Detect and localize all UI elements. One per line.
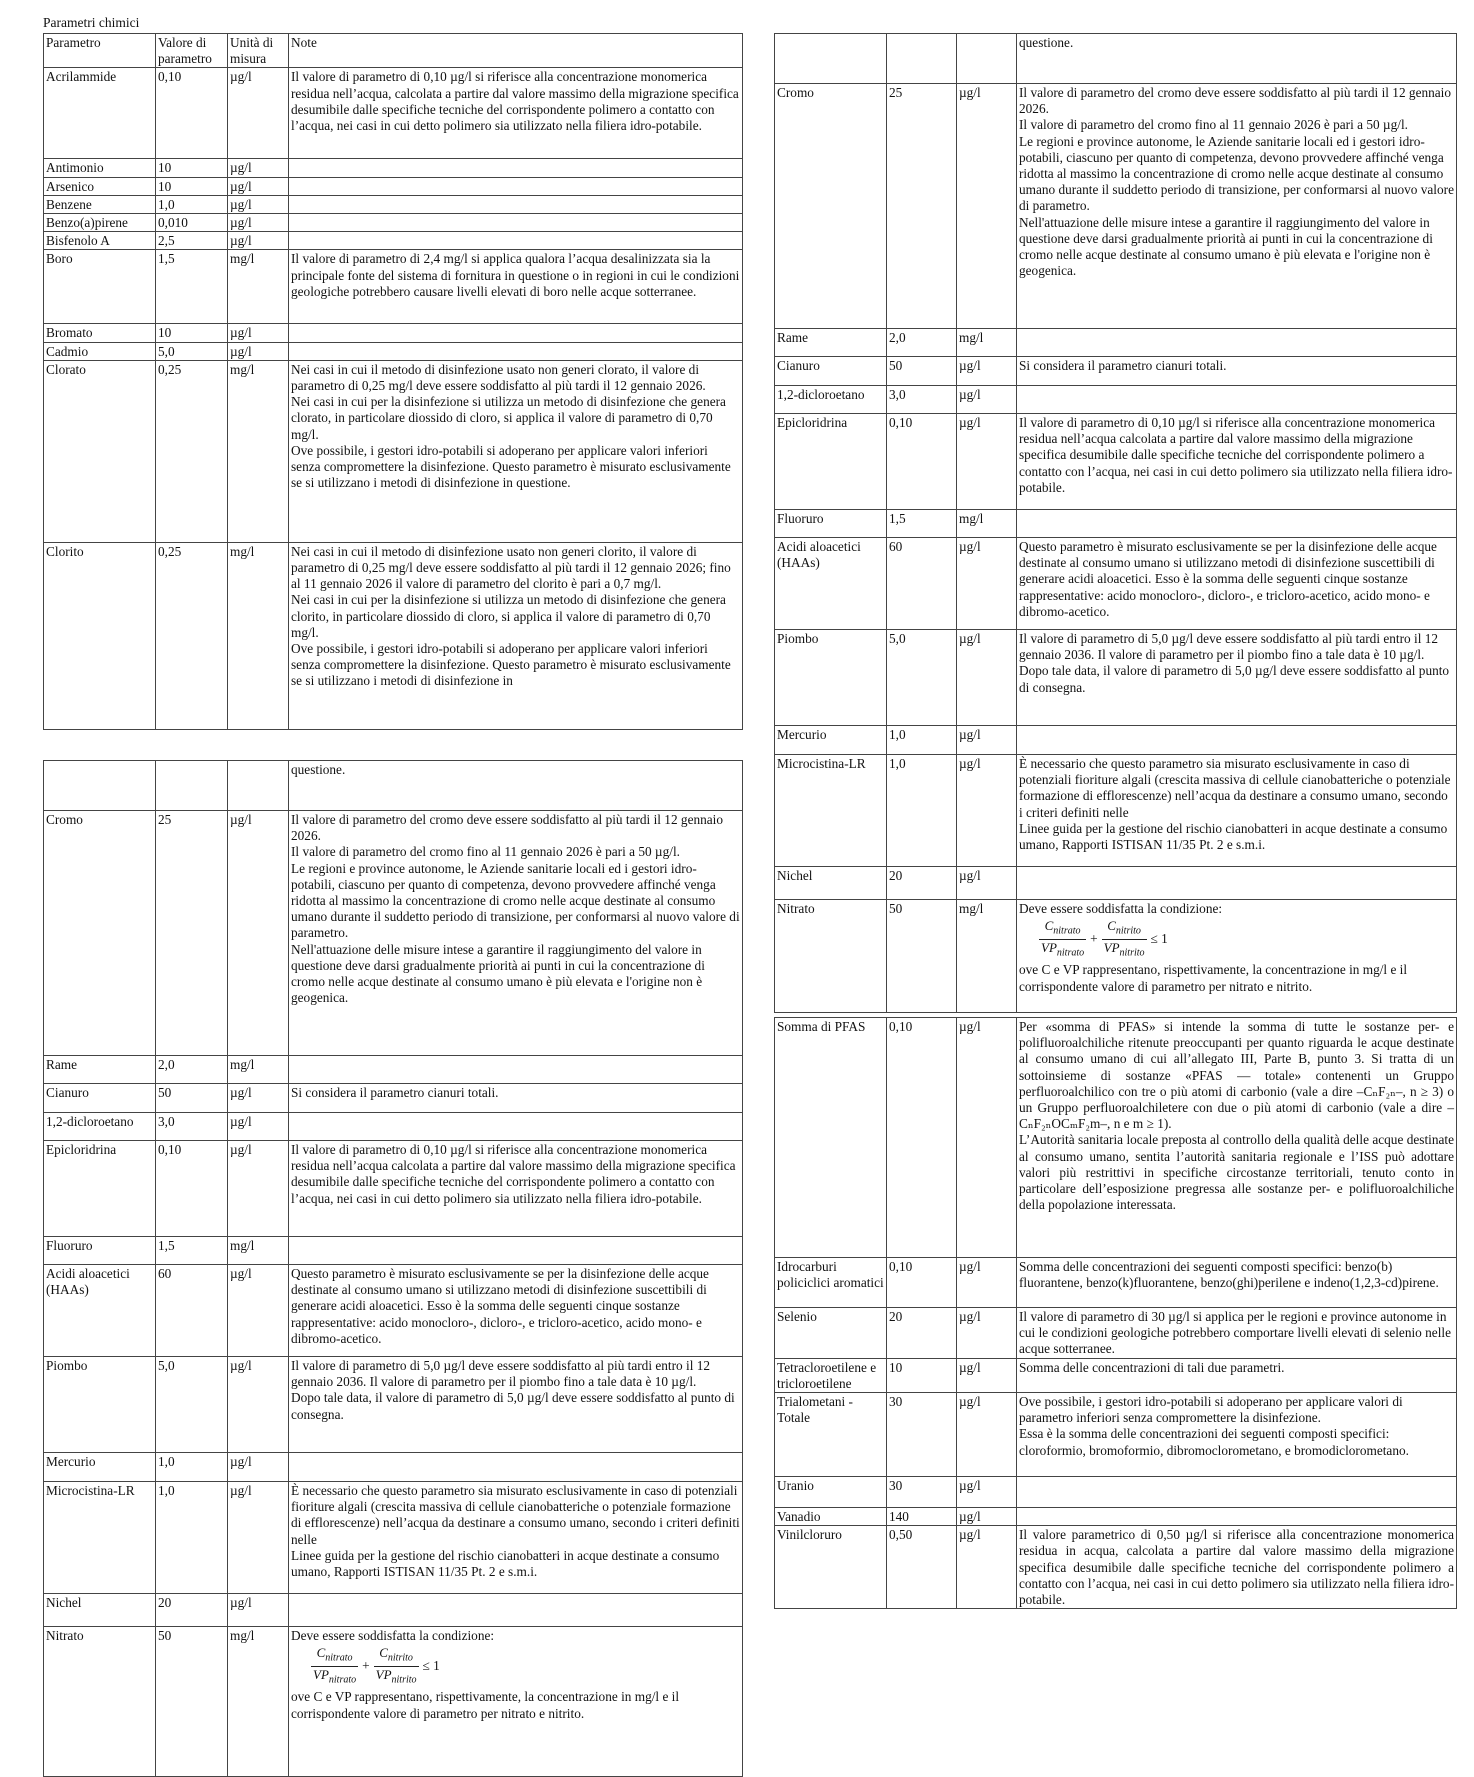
cell-parametro: Vinilcloruro (775, 1526, 887, 1609)
cell-unita: µg/l (957, 1258, 1017, 1308)
cell-parametro: Nichel (775, 867, 887, 900)
fraction-nitrato (1039, 918, 1086, 960)
cell-unita: mg/l (228, 1627, 289, 1777)
cell-note (289, 1237, 743, 1265)
cell-valore: 2,5 (156, 232, 228, 250)
table-3-block (774, 33, 1457, 1013)
vp-symbol: VP (375, 1666, 392, 1682)
cell-valore: 50 (156, 1627, 228, 1777)
cell-valore: 25 (887, 84, 957, 329)
cell-parametro: Cianuro (44, 1084, 156, 1113)
table-2-nitrato (44, 1627, 743, 1777)
cell-parametro: 1,2-dicloroetano (775, 386, 887, 414)
table-row (775, 1018, 1457, 1258)
cell-note: Questo parametro è misurato esclusivamente se per la disinfezione delle acque destinate al consumo umano si utilizzano metodi di disinfezione suscettibili di generare acidi aloacetici. Esso è la somma delle seguenti cinque sostanze rappresentative: acido monocloro-, dicloro-, e tricloro-acetico, acido mono- e dibromo-acetico. (289, 1265, 743, 1357)
table-row (44, 1594, 743, 1627)
cell-unita: µg/l (957, 1018, 1017, 1258)
cell-parametro: Idrocarburi policiclici aromatici (775, 1258, 887, 1308)
cell-unita: µg/l (957, 867, 1017, 900)
nitrato-outro: ove C e VP rappresentano, rispettivamente, la concentrazione in mg/l e il corrispondente valore di parametro per nitrato e nitrito. (1019, 962, 1408, 994)
cell-valore: 10 (156, 177, 228, 195)
cell-valore: 1,0 (156, 195, 228, 213)
cell-unita: mg/l (228, 1056, 289, 1084)
table-row (775, 1508, 1457, 1526)
table-row (44, 232, 743, 250)
cell-parametro: Tetracloroetilene e tricloroetilene (775, 1358, 887, 1392)
cell-note: Somma delle concentrazioni di tali due parametri. (1017, 1358, 1457, 1392)
cell-unita: µg/l (957, 1308, 1017, 1359)
fraction-nitrito (374, 1645, 419, 1687)
cell-unita: mg/l (228, 1237, 289, 1265)
cell-note: Il valore di parametro di 0,10 µg/l si riferisce alla concentrazione monomerica residua nell’acqua calcolata a partire dal valore massimo della migrazione specifica desumibile dalle specifiche tecniche del corrispondente polimero a contatto con l’acqua, nei casi in cui detto polimero sia utilizzato nella filiera idro-potabile. (289, 1141, 743, 1237)
cell-parametro: Nitrato (44, 1627, 156, 1777)
cell-valore: 50 (887, 357, 957, 386)
table-row (44, 811, 743, 1056)
cell-parametro: Rame (775, 329, 887, 357)
cell-unita: mg/l (957, 510, 1017, 538)
table-row (44, 1265, 743, 1357)
sub-nitrito: nitrito (1115, 925, 1141, 937)
cell-parametro: Acidi aloacetici (HAAs) (775, 538, 887, 630)
cell-valore: 20 (887, 867, 957, 900)
cell-valore: 20 (887, 1308, 957, 1359)
cell-valore: 30 (887, 1393, 957, 1477)
chemical-parameters-table-3 (774, 33, 1457, 1013)
cell-note (1017, 329, 1457, 357)
cell-unita: µg/l (228, 1113, 289, 1141)
cell-valore: 50 (156, 1084, 228, 1113)
chemical-parameters-table-2 (43, 760, 743, 1777)
table-row (775, 1358, 1457, 1392)
nitrato-intro: Deve essere soddisfatta la condizione: (1019, 901, 1223, 916)
cell-note: Il valore di parametro di 0,10 µg/l si riferisce alla concentrazione monomerica residua nell’acqua calcolata a partire dal valore massimo della migrazione specifica desumibile dalle specifiche tecniche del corrispondente polimero a contatto con l’acqua, nei casi in cui detto polimero sia utilizzato nella filiera idro-potabile. (1017, 414, 1457, 510)
cell-parametro: 1,2-dicloroetano (44, 1113, 156, 1141)
plus-sign: + (362, 1658, 370, 1674)
cell-valore: 1,0 (156, 1482, 228, 1594)
cell-note: È necessario che questo parametro sia misurato esclusivamente in caso di potenziali fioriture algali (crescita massiva di cellule cianobatteriche o potenziale formazione di efflorescenze) nell’acqua da destinare a consumo umano, secondo i criteri definiti nelle Linee guida per la gestione del rischio cianobatteri in acque destinate a consumo umano, Rapporti ISTISAN 11/35 Pt. 2 e s.m.i. (1017, 755, 1457, 867)
cell-note: Il valore di parametro di 2,4 mg/l si applica qualora l’acqua desalinizzata sia la principale fonte del sistema di fornitura in questione o in regioni in cui le condizioni geologiche potrebbero causare livelli elevati di boro nelle acque sotterranee. (289, 250, 743, 324)
c-symbol: C (379, 1645, 388, 1661)
cell-unita: µg/l (957, 357, 1017, 386)
cell-unita: µg/l (228, 1594, 289, 1627)
table-row (44, 542, 743, 729)
cell-valore: 0,010 (156, 214, 228, 232)
cell-valore: 60 (887, 538, 957, 630)
sub-nitrito: nitrito (391, 1674, 417, 1686)
cell-unita: µg/l (957, 414, 1017, 510)
cell-unita: µg/l (957, 630, 1017, 726)
cell-valore: 50 (887, 900, 957, 1013)
cell-note: Nei casi in cui il metodo di disinfezione usato non generi clorato, il valore di parametro di 0,25 mg/l deve essere soddisfatto al più tardi il 12 gennaio 2026. Nei casi in cui per la disinfezione si utilizza un metodo di disinfezione che genera clorato, in particolare diossido di cloro, si applica il valore di parametro di 0,70 mg/l. Ove possibile, i gestori idro-potabili si adoperano per applicare valori inferiori senza compromettere la disinfezione. Questo parametro è misurato esclusivamente se si utilizzano i metodi di disinfezione in questione. (289, 360, 743, 542)
cell-unita: mg/l (228, 250, 289, 324)
fraction-nitrito (1102, 918, 1147, 960)
cell-note: Si considera il parametro cianuri totali. (1017, 357, 1457, 386)
c-symbol: C (1107, 918, 1116, 934)
table-row (775, 1393, 1457, 1477)
cell-unita: µg/l (957, 1477, 1017, 1508)
cell-note: Il valore di parametro di 5,0 µg/l deve essere soddisfatto al più tardi entro il 12 gennaio 2036. Il valore di parametro per il piombo fino a tale data è 10 µg/l. Dopo tale data, il valore di parametro di 5,0 µg/l deve essere soddisfatto al punto di consegna. (289, 1357, 743, 1453)
cell-note (289, 324, 743, 342)
nitrato-outro: ove C e VP rappresentano, rispettivamente, la concentrazione in mg/l e il corrispondente valore di parametro per nitrato e nitrito. (291, 1689, 680, 1721)
cell-note (1017, 510, 1457, 538)
cell-valore: 3,0 (156, 1113, 228, 1141)
cell-parametro: Acrilammide (44, 68, 156, 159)
sub-nitrato: nitrato (328, 1674, 357, 1686)
cell-unita: µg/l (228, 1357, 289, 1453)
cell-unita: mg/l (957, 900, 1017, 1013)
cell-note (1017, 726, 1457, 755)
table-row (775, 329, 1457, 357)
cell-note (1017, 900, 1457, 1013)
cell-parametro: Epicloridrina (775, 414, 887, 510)
cell-valore: 5,0 (156, 1357, 228, 1453)
sub-nitrato: nitrato (1053, 925, 1081, 937)
cell-valore: 1,5 (887, 510, 957, 538)
cell-note (289, 342, 743, 360)
table-2-block (43, 760, 743, 1777)
cell-valore: 25 (156, 811, 228, 1056)
cell-valore: 20 (156, 1594, 228, 1627)
cell-valore: 1,0 (887, 755, 957, 867)
cell-note (289, 159, 743, 177)
cell-parametro: Bromato (44, 324, 156, 342)
cell-parametro: Piombo (44, 1357, 156, 1453)
cell-parametro: Somma di PFAS (775, 1018, 887, 1258)
cell-valore: 5,0 (887, 630, 957, 726)
cell-unita: µg/l (228, 68, 289, 159)
table-row (44, 214, 743, 232)
cell-note: Il valore di parametro di 30 µg/l si applica per le regioni e province autonome in cui le condizioni geologiche potrebbero comportare livelli elevati di selenio nelle acque sotterranee. (1017, 1308, 1457, 1359)
table-row (44, 250, 743, 324)
header-parametro: Parametro (44, 34, 156, 68)
cell-parametro: Cromo (775, 84, 887, 329)
cell-valore: 0,10 (887, 1018, 957, 1258)
cell-parametro: Mercurio (775, 726, 887, 755)
table-4-body (775, 1018, 1457, 1609)
cell-note (1017, 867, 1457, 900)
vp-symbol: VP (313, 1666, 329, 1682)
c-symbol: C (1044, 918, 1054, 934)
cell-valore: 1,0 (156, 1453, 228, 1482)
cell-note (1017, 1508, 1457, 1526)
table-row (44, 1357, 743, 1453)
cell-note (1017, 386, 1457, 414)
cell-unita: µg/l (957, 84, 1017, 329)
cell-unita: µg/l (228, 324, 289, 342)
cell-unita: µg/l (957, 538, 1017, 630)
cell-parametro: Trialometani - Totale (775, 1393, 887, 1477)
table-row (775, 726, 1457, 755)
table-row (44, 1056, 743, 1084)
cell-note: Questo parametro è misurato esclusivamente se per la disinfezione delle acque destinate al consumo umano si utilizzano metodi di disinfezione suscettibili di generare acidi aloacetici. Esso è la somma delle seguenti cinque sostanze rappresentative: acido monocloro-, dicloro-, e tricloro-acetico, acido mono- e dibromo-acetico. (1017, 538, 1457, 630)
table-caption: Parametri chimici (43, 15, 140, 30)
table-row (775, 1308, 1457, 1359)
cell-parametro: Microcistina-LR (775, 755, 887, 867)
table-row (44, 342, 743, 360)
cell-valore: 0,10 (156, 1141, 228, 1237)
table-row-nitrato (775, 900, 1457, 1013)
cell-valore: 0,25 (156, 360, 228, 542)
cell-valore: 1,5 (156, 1237, 228, 1265)
c-symbol: C (316, 1645, 326, 1661)
cell-unita: µg/l (957, 1526, 1017, 1609)
nitrato-formula (291, 1645, 740, 1687)
table-row (775, 755, 1457, 867)
leq-sign: ≤ 1 (422, 1658, 440, 1674)
table-row (775, 34, 1457, 84)
cell-note: Il valore di parametro del cromo deve essere soddisfatto al più tardi il 12 gennaio 2026. Il valore di parametro del cromo fino al 11 gennaio 2026 è pari a 50 µg/l. Le regioni e province autonome, le Aziende sanitarie locali ed i gestori idro-potabili, ciascuno per quanto di competenza, devono provvedere affinché venga ridotta al massimo la concentrazione di cromo nelle acque destinate al consumo umano durante il suddetto periodo di transizione, per conformarsi al nuovo valore di parametro. Nell'attuazione delle misure intese a garantire il raggiungimento del valore in questione deve darsi gradualmente priorità ai punti in cui la concentrazione di cromo nelle acque destinate al consumo umano è più elevata e l'origine non è geogenica. (289, 811, 743, 1056)
cell-parametro: Acidi aloacetici (HAAs) (44, 1265, 156, 1357)
header-note: Note (289, 34, 743, 68)
cell-unita: µg/l (228, 1453, 289, 1482)
cell-note (289, 177, 743, 195)
cell-valore: 0,10 (156, 68, 228, 159)
sub-nitrato: nitrato (1056, 947, 1085, 959)
table-row (775, 84, 1457, 329)
cell-parametro (775, 34, 887, 84)
cell-note (289, 214, 743, 232)
table-row (44, 1237, 743, 1265)
sub-nitrato: nitrato (325, 1652, 353, 1664)
cell-parametro: Rame (44, 1056, 156, 1084)
cell-note: Il valore di parametro di 0,10 µg/l si riferisce alla concentrazione monomerica residua nell’acqua, calcolata a partire dal valore massimo della migrazione specifica desumibile dalle specifiche tecniche del corrispondente polimero a contatto con l’acqua, nei casi in cui detto polimero sia utilizzato nella filiera idro-potabile. (289, 68, 743, 159)
table-row (775, 414, 1457, 510)
cell-unita: µg/l (957, 726, 1017, 755)
table-row (44, 761, 743, 811)
table-row (775, 538, 1457, 630)
vp-symbol: VP (1103, 939, 1120, 955)
cell-note: Il valore di parametro del cromo deve essere soddisfatto al più tardi il 12 gennaio 2026. Il valore di parametro del cromo fino al 11 gennaio 2026 è pari a 50 µg/l. Le regioni e province autonome, le Aziende sanitarie locali ed i gestori idro-potabili, ciascuno per quanto di competenza, devono provvedere affinché venga ridotta al massimo la concentrazione di cromo nelle acque destinate al consumo umano durante il suddetto periodo di transizione, per conformarsi al nuovo valore di parametro. Nell'attuazione delle misure intese a garantire il raggiungimento del valore in questione deve darsi gradualmente priorità ai punti in cui la concentrazione di cromo nelle acque destinate al consumo umano è più elevata e l'origine non è geogenica. (1017, 84, 1457, 329)
header-unita: Unità di misura (228, 34, 289, 68)
cell-parametro: Epicloridrina (44, 1141, 156, 1237)
header-valore: Valore di parametro (156, 34, 228, 68)
table-row (775, 386, 1457, 414)
cell-valore: 0,10 (887, 1258, 957, 1308)
table-row (44, 1453, 743, 1482)
leq-sign: ≤ 1 (1150, 931, 1168, 947)
cell-unita: µg/l (957, 1358, 1017, 1392)
cell-valore: 1,0 (887, 726, 957, 755)
cell-parametro: Vanadio (775, 1508, 887, 1526)
cell-unita: µg/l (228, 1141, 289, 1237)
cell-note (289, 1056, 743, 1084)
cell-valore: 10 (887, 1358, 957, 1392)
table-row (44, 360, 743, 542)
cell-unita: µg/l (228, 195, 289, 213)
table-1-body (44, 68, 743, 729)
cell-parametro: Fluoruro (44, 1237, 156, 1265)
fraction-nitrato (311, 1645, 358, 1687)
cell-valore: 2,0 (156, 1056, 228, 1084)
sub-nitrito: nitrito (387, 1652, 413, 1664)
cell-unita: µg/l (957, 1393, 1017, 1477)
cell-unita: µg/l (228, 177, 289, 195)
cell-valore: 0,25 (156, 542, 228, 729)
table-3-body (775, 34, 1457, 900)
cell-note: Nei casi in cui il metodo di disinfezione usato non generi clorito, il valore di parametro di 0,25 mg/l deve essere soddisfatto al più tardi il 12 gennaio 2026; fino al 11 gennaio 2026 il valore di parametro del clorito è pari a 0,7 mg/l. Nei casi in cui per la disinfezione si utilizza un metodo di disinfezione che genera clorito, in particolare diossido di cloro, si applica il valore di parametro di 0,70 mg/l. Ove possibile, i gestori idro-potabili si adoperano per applicare valori inferiori senza compromettere la disinfezione. Questo parametro è misurato esclusivamente se si utilizzano i metodi di disinfezione in (289, 542, 743, 729)
cell-valore: 30 (887, 1477, 957, 1508)
cell-unita: µg/l (228, 811, 289, 1056)
cell-valore: 5,0 (156, 342, 228, 360)
cell-unita: µg/l (957, 755, 1017, 867)
cell-unita: mg/l (228, 360, 289, 542)
cell-note (289, 195, 743, 213)
table-row (44, 1141, 743, 1237)
cell-parametro: Bisfenolo A (44, 232, 156, 250)
cell-parametro: Boro (44, 250, 156, 324)
table-row (44, 1084, 743, 1113)
cell-valore: 10 (156, 159, 228, 177)
table-row (44, 177, 743, 195)
cell-valore (887, 34, 957, 84)
table-row (44, 195, 743, 213)
cell-unita: µg/l (228, 1482, 289, 1594)
table-row (775, 357, 1457, 386)
cell-unita: µg/l (228, 214, 289, 232)
cell-note (289, 232, 743, 250)
cell-note: Per «somma di PFAS» si intende la somma di tutte le sostanze per- e polifluoroalchiliche ritenute preoccupanti per quanto riguarda le acque destinate al consumo umano di cui all’allegato III, Parte B, punto 3. Si tratta di un sottoinsieme di sostanze «PFAS — totale» contenenti un Gruppo perfluoroalchilico con tre o più atomi di carbonio (vale a dire –CₙF₂ₙ–, n ≥ 3) o un Gruppo perfluoroalchiletere con due o più atomi di carbonio (vale a dire –CₙF₂ₙOCₘF₂m–, n e m ≥ 1). L’Autorità sanitaria locale preposta al controllo della qualità delle acque destinate al consumo umano, sentita l’autorità sanitaria regionale e l’ISS può adottare valori più restrittivi in specifiche circostanze territoriali, tenuto conto in particolare dell’esposizione pregressa alle sostanze per- e polifluoroalchiliche della popolazione interessata. (1017, 1018, 1457, 1258)
cell-parametro: Piombo (775, 630, 887, 726)
chemical-parameters-table-4 (774, 1017, 1457, 1609)
cell-unita: mg/l (228, 542, 289, 729)
plus-sign: + (1090, 931, 1098, 947)
cell-note: Il valore di parametro di 5,0 µg/l deve essere soddisfatto al più tardi entro il 12 gennaio 2036. Il valore di parametro per il piombo fino a tale data è 10 µg/l. Dopo tale data, il valore di parametro di 5,0 µg/l deve essere soddisfatto al punto di consegna. (1017, 630, 1457, 726)
nitrato-formula (1019, 918, 1454, 960)
table-row (775, 1258, 1457, 1308)
cell-parametro: Cromo (44, 811, 156, 1056)
cell-note: Somma delle concentrazioni dei seguenti composti specifici: benzo(b) fluorantene, benzo(k)fluorantene, benzo(ghi)perilene e indeno(1,2,3-cd)pirene. (1017, 1258, 1457, 1308)
cell-valore: 60 (156, 1265, 228, 1357)
table-row (775, 630, 1457, 726)
table-row (44, 324, 743, 342)
table-row (775, 1526, 1457, 1609)
header-row (44, 34, 743, 68)
cell-unita: µg/l (228, 232, 289, 250)
cell-valore: 140 (887, 1508, 957, 1526)
cell-valore: 0,10 (887, 414, 957, 510)
cell-valore: 0,50 (887, 1526, 957, 1609)
cell-parametro: Nichel (44, 1594, 156, 1627)
cell-parametro: Benzo(a)pirene (44, 214, 156, 232)
cell-unita: µg/l (957, 1508, 1017, 1526)
chemical-parameters-table-1 (43, 33, 743, 730)
table-row (44, 159, 743, 177)
cell-parametro: Nitrato (775, 900, 887, 1013)
cell-note (1017, 1477, 1457, 1508)
cell-unita: µg/l (228, 342, 289, 360)
table-row-nitrato (44, 1627, 743, 1777)
cell-note (289, 1113, 743, 1141)
table-row (775, 510, 1457, 538)
cell-valore: 10 (156, 324, 228, 342)
cell-parametro: Antimonio (44, 159, 156, 177)
table-row (775, 867, 1457, 900)
vp-symbol: VP (1041, 939, 1057, 955)
cell-unita: mg/l (957, 329, 1017, 357)
cell-note: questione. (1017, 34, 1457, 84)
cell-parametro: Mercurio (44, 1453, 156, 1482)
cell-unita: µg/l (228, 159, 289, 177)
cell-parametro: Clorito (44, 542, 156, 729)
table-4-block (774, 1017, 1457, 1609)
cell-unita (228, 761, 289, 811)
cell-note: Si considera il parametro cianuri totali. (289, 1084, 743, 1113)
cell-note (289, 1627, 743, 1777)
cell-note: Ove possibile, i gestori idro-potabili si adoperano per applicare valori di parametro inferiori senza compromettere la disinfezione. Essa è la somma delle concentrazioni dei seguenti composti specifici: cloroformio, bromoformio, dibromoclorometano, e bromodiclorometano. (1017, 1393, 1457, 1477)
cell-valore: 2,0 (887, 329, 957, 357)
cell-parametro: Fluoruro (775, 510, 887, 538)
cell-valore (156, 761, 228, 811)
table-row (44, 1113, 743, 1141)
cell-valore: 3,0 (887, 386, 957, 414)
cell-valore: 1,5 (156, 250, 228, 324)
cell-note (289, 1453, 743, 1482)
cell-unita: µg/l (228, 1084, 289, 1113)
cell-note: Il valore parametrico di 0,50 µg/l si riferisce alla concentrazione monomerica residua in acqua, calcolata a partire dal valore massimo della migrazione specifica desumibile dalle specifiche tecniche del corrispondente polimero a contatto con l’acqua, nei casi in cui detto polimero sia utilizzato nella filiera idro-potabile. (1017, 1526, 1457, 1609)
table-row (44, 1482, 743, 1594)
sub-nitrito: nitrito (1119, 947, 1145, 959)
cell-parametro: Microcistina-LR (44, 1482, 156, 1594)
cell-unita: µg/l (228, 1265, 289, 1357)
cell-unita (957, 34, 1017, 84)
nitrato-intro: Deve essere soddisfatta la condizione: (291, 1628, 495, 1643)
cell-parametro: Arsenico (44, 177, 156, 195)
cell-parametro (44, 761, 156, 811)
cell-unita: µg/l (957, 386, 1017, 414)
cell-parametro: Clorato (44, 360, 156, 542)
cell-parametro: Selenio (775, 1308, 887, 1359)
cell-note (289, 1594, 743, 1627)
cell-parametro: Benzene (44, 195, 156, 213)
table-row (775, 1477, 1457, 1508)
cell-parametro: Cianuro (775, 357, 887, 386)
cell-parametro: Uranio (775, 1477, 887, 1508)
table-3-nitrato (775, 900, 1457, 1013)
cell-note: È necessario che questo parametro sia misurato esclusivamente in caso di potenziali fioriture algali (crescita massiva di cellule cianobatteriche o potenziale formazione di efflorescenze) nell’acqua da destinare a consumo umano, secondo i criteri definiti nelle Linee guida per la gestione del rischio cianobatteri in acque destinate a consumo umano, Rapporti ISTISAN 11/35 Pt. 2 e s.m.i. (289, 1482, 743, 1594)
table-2-body (44, 761, 743, 1627)
cell-note: questione. (289, 761, 743, 811)
table-1-block (43, 33, 743, 730)
cell-parametro: Cadmio (44, 342, 156, 360)
table-row (44, 68, 743, 159)
